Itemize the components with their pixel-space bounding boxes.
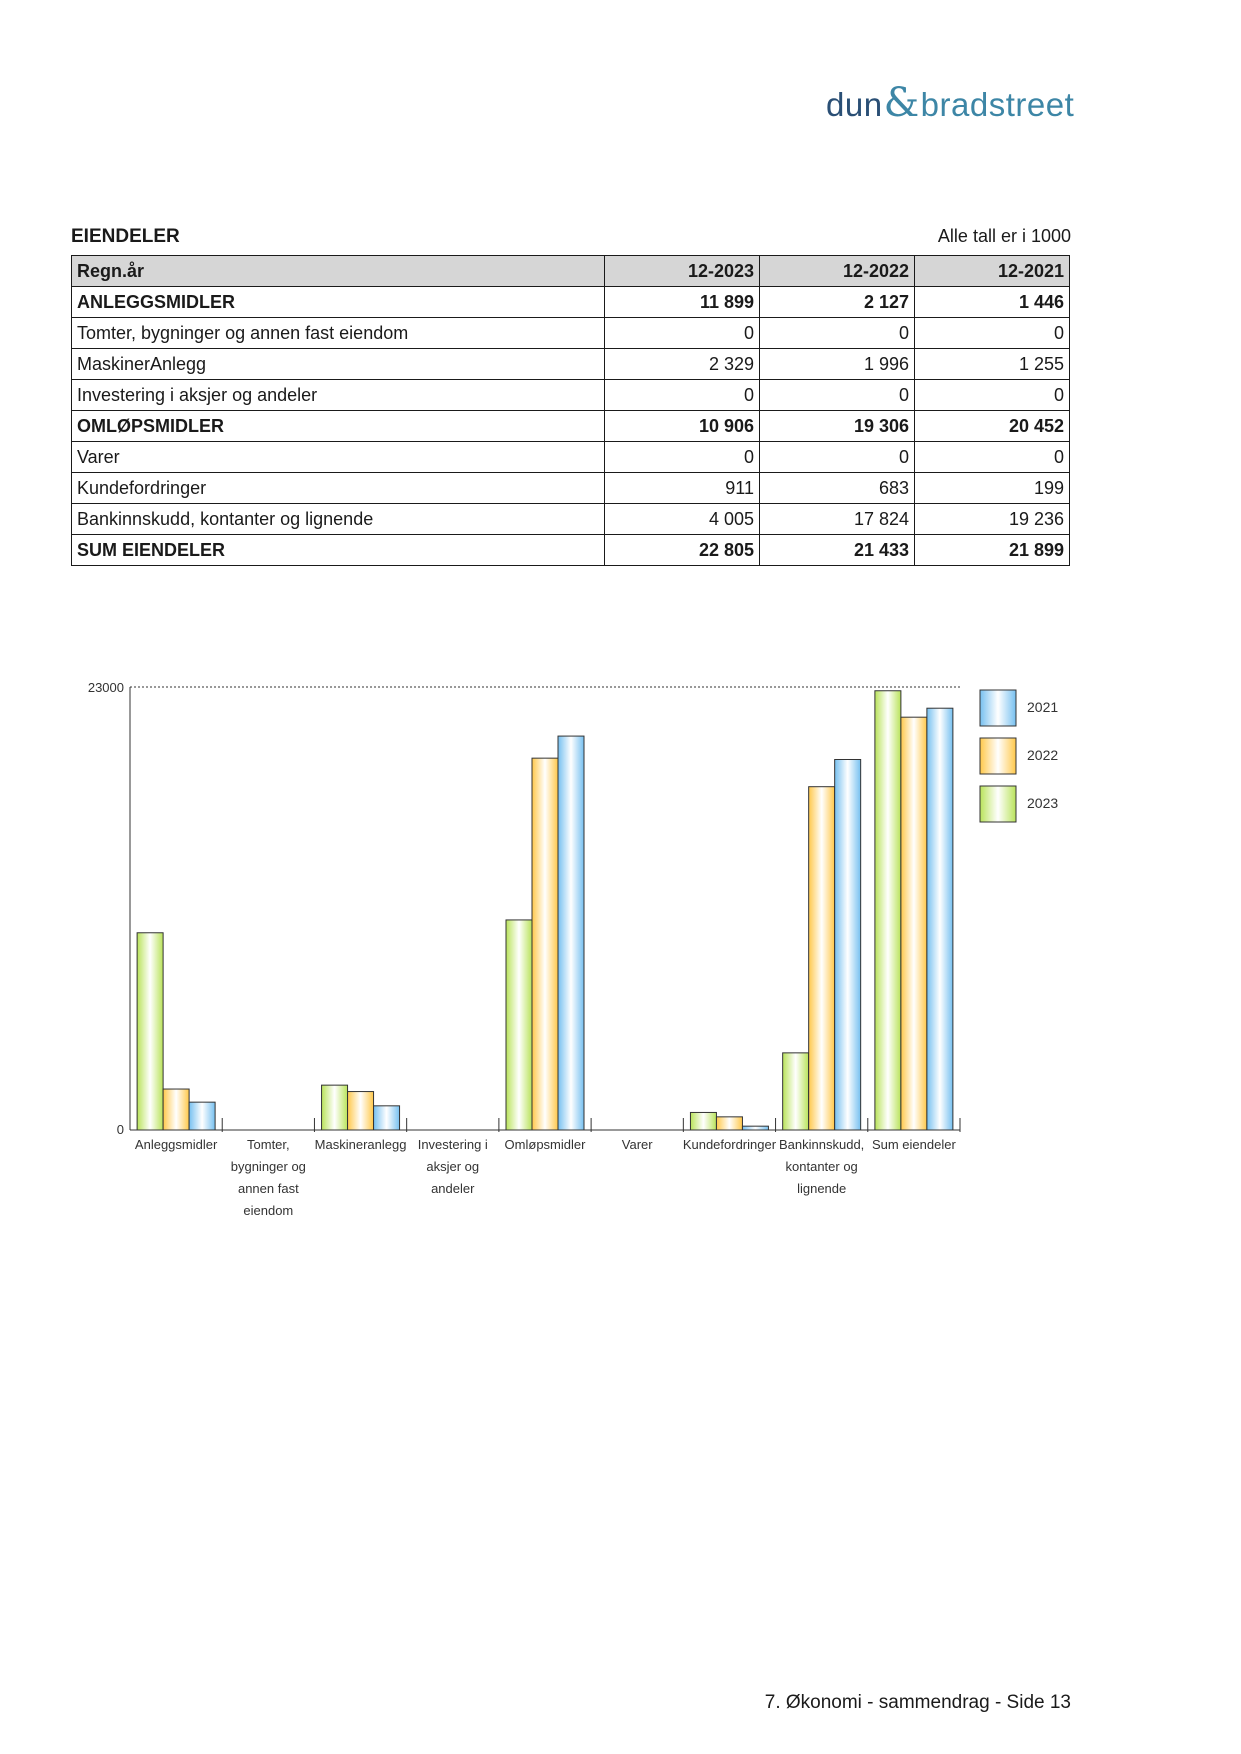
logo-ampersand: & — [883, 80, 920, 126]
row-value: 19 306 — [760, 411, 915, 442]
bar-2021 — [189, 1102, 215, 1130]
y-tick-label: 23000 — [87, 680, 124, 695]
row-value: 683 — [760, 473, 915, 504]
row-value: 4 005 — [605, 504, 760, 535]
logo-text-dun: dun — [826, 86, 883, 123]
row-value: 19 236 — [915, 504, 1070, 535]
row-label: Varer — [72, 442, 605, 473]
x-category-label: Bankinnskudd, kontanter og lignende — [779, 1137, 865, 1196]
row-label: MaskinerAnlegg — [72, 349, 605, 380]
x-category-label: Anleggsmidler — [134, 1137, 218, 1152]
row-value: 2 127 — [760, 287, 915, 318]
row-value: 1 996 — [760, 349, 915, 380]
row-label: Tomter, bygninger og annen fast eiendom — [72, 318, 605, 349]
bar-2022 — [163, 1089, 189, 1130]
table-row — [72, 473, 1070, 504]
legend-label: 2022 — [1027, 747, 1059, 763]
row-value: 21 899 — [915, 535, 1070, 566]
table-row — [72, 442, 1070, 473]
row-value: 1 446 — [915, 287, 1070, 318]
bar-2021 — [742, 1126, 768, 1130]
row-value: 0 — [760, 380, 915, 411]
row-label: OMLØPSMIDLER — [72, 411, 605, 442]
row-value: 199 — [915, 473, 1070, 504]
bar-2021 — [558, 736, 584, 1130]
row-value: 0 — [915, 442, 1070, 473]
bar-2023 — [875, 691, 901, 1130]
column-header-2023: 12-2023 — [605, 256, 760, 287]
assets-table — [71, 255, 1070, 566]
table-row — [72, 504, 1070, 535]
table-row — [72, 318, 1070, 349]
table-header-row — [72, 256, 1070, 287]
bar-2021 — [835, 759, 861, 1130]
row-value: 1 255 — [915, 349, 1070, 380]
row-value: 20 452 — [915, 411, 1070, 442]
table-row — [72, 287, 1070, 318]
bar-2022 — [348, 1092, 374, 1130]
row-value: 0 — [915, 318, 1070, 349]
bar-2021 — [927, 708, 953, 1130]
x-category-label: Investering i aksjer og andeler — [417, 1137, 488, 1196]
table-row — [72, 411, 1070, 442]
column-header-2022: 12-2022 — [760, 256, 915, 287]
row-value: 911 — [605, 473, 760, 504]
row-value: 0 — [605, 442, 760, 473]
legend-swatch-2023 — [980, 786, 1016, 822]
assets-bar-chart — [70, 675, 1059, 1218]
section-title: EIENDELER — [71, 226, 180, 247]
table-row — [72, 380, 1070, 411]
page-footer: 7. Økonomi - sammendrag - Side 13 — [764, 1692, 1071, 1713]
table-row — [72, 349, 1070, 380]
legend-label: 2023 — [1027, 795, 1059, 811]
bar-2023 — [690, 1112, 716, 1130]
y-tick-label: 0 — [116, 1122, 124, 1137]
column-header-2021: 12-2021 — [915, 256, 1070, 287]
bar-2023 — [322, 1085, 348, 1130]
row-value: 21 433 — [760, 535, 915, 566]
logo-text-bradstreet: bradstreet — [920, 86, 1075, 123]
column-header-period: Regn.år — [72, 256, 605, 287]
x-category-label: Tomter, bygninger og annen fast eiendom — [230, 1137, 306, 1218]
x-category-label: Varer — [621, 1137, 653, 1152]
row-value: 22 805 — [605, 535, 760, 566]
row-value: 17 824 — [760, 504, 915, 535]
legend-swatch-2021 — [980, 690, 1016, 726]
bar-2021 — [374, 1106, 400, 1130]
bar-2022 — [901, 717, 927, 1130]
row-label: Investering i aksjer og andeler — [72, 380, 605, 411]
row-value: 0 — [605, 318, 760, 349]
row-label: SUM EIENDELER — [72, 535, 605, 566]
bar-2022 — [809, 787, 835, 1130]
row-value: 0 — [760, 318, 915, 349]
row-label: ANLEGGSMIDLER — [72, 287, 605, 318]
bar-2022 — [716, 1117, 742, 1130]
row-value: 10 906 — [605, 411, 760, 442]
x-category-label: Maskineranlegg — [314, 1137, 407, 1152]
x-category-label: Kundefordringer — [682, 1137, 777, 1152]
legend-label: 2021 — [1027, 699, 1059, 715]
row-value: 0 — [760, 442, 915, 473]
row-label: Kundefordringer — [72, 473, 605, 504]
bar-2023 — [783, 1053, 809, 1130]
row-value: 0 — [915, 380, 1070, 411]
table-row — [72, 535, 1070, 566]
x-category-label: Sum eiendeler — [871, 1137, 956, 1152]
row-value: 0 — [605, 380, 760, 411]
row-value: 2 329 — [605, 349, 760, 380]
bar-2023 — [137, 933, 163, 1130]
bar-2023 — [506, 920, 532, 1130]
bar-2022 — [532, 758, 558, 1130]
row-label: Bankinnskudd, kontanter og lignende — [72, 504, 605, 535]
x-category-label: Omløpsmidler — [504, 1137, 586, 1152]
row-value: 11 899 — [605, 287, 760, 318]
company-logo — [826, 80, 1075, 126]
legend-swatch-2022 — [980, 738, 1016, 774]
unit-note: Alle tall er i 1000 — [937, 226, 1071, 246]
